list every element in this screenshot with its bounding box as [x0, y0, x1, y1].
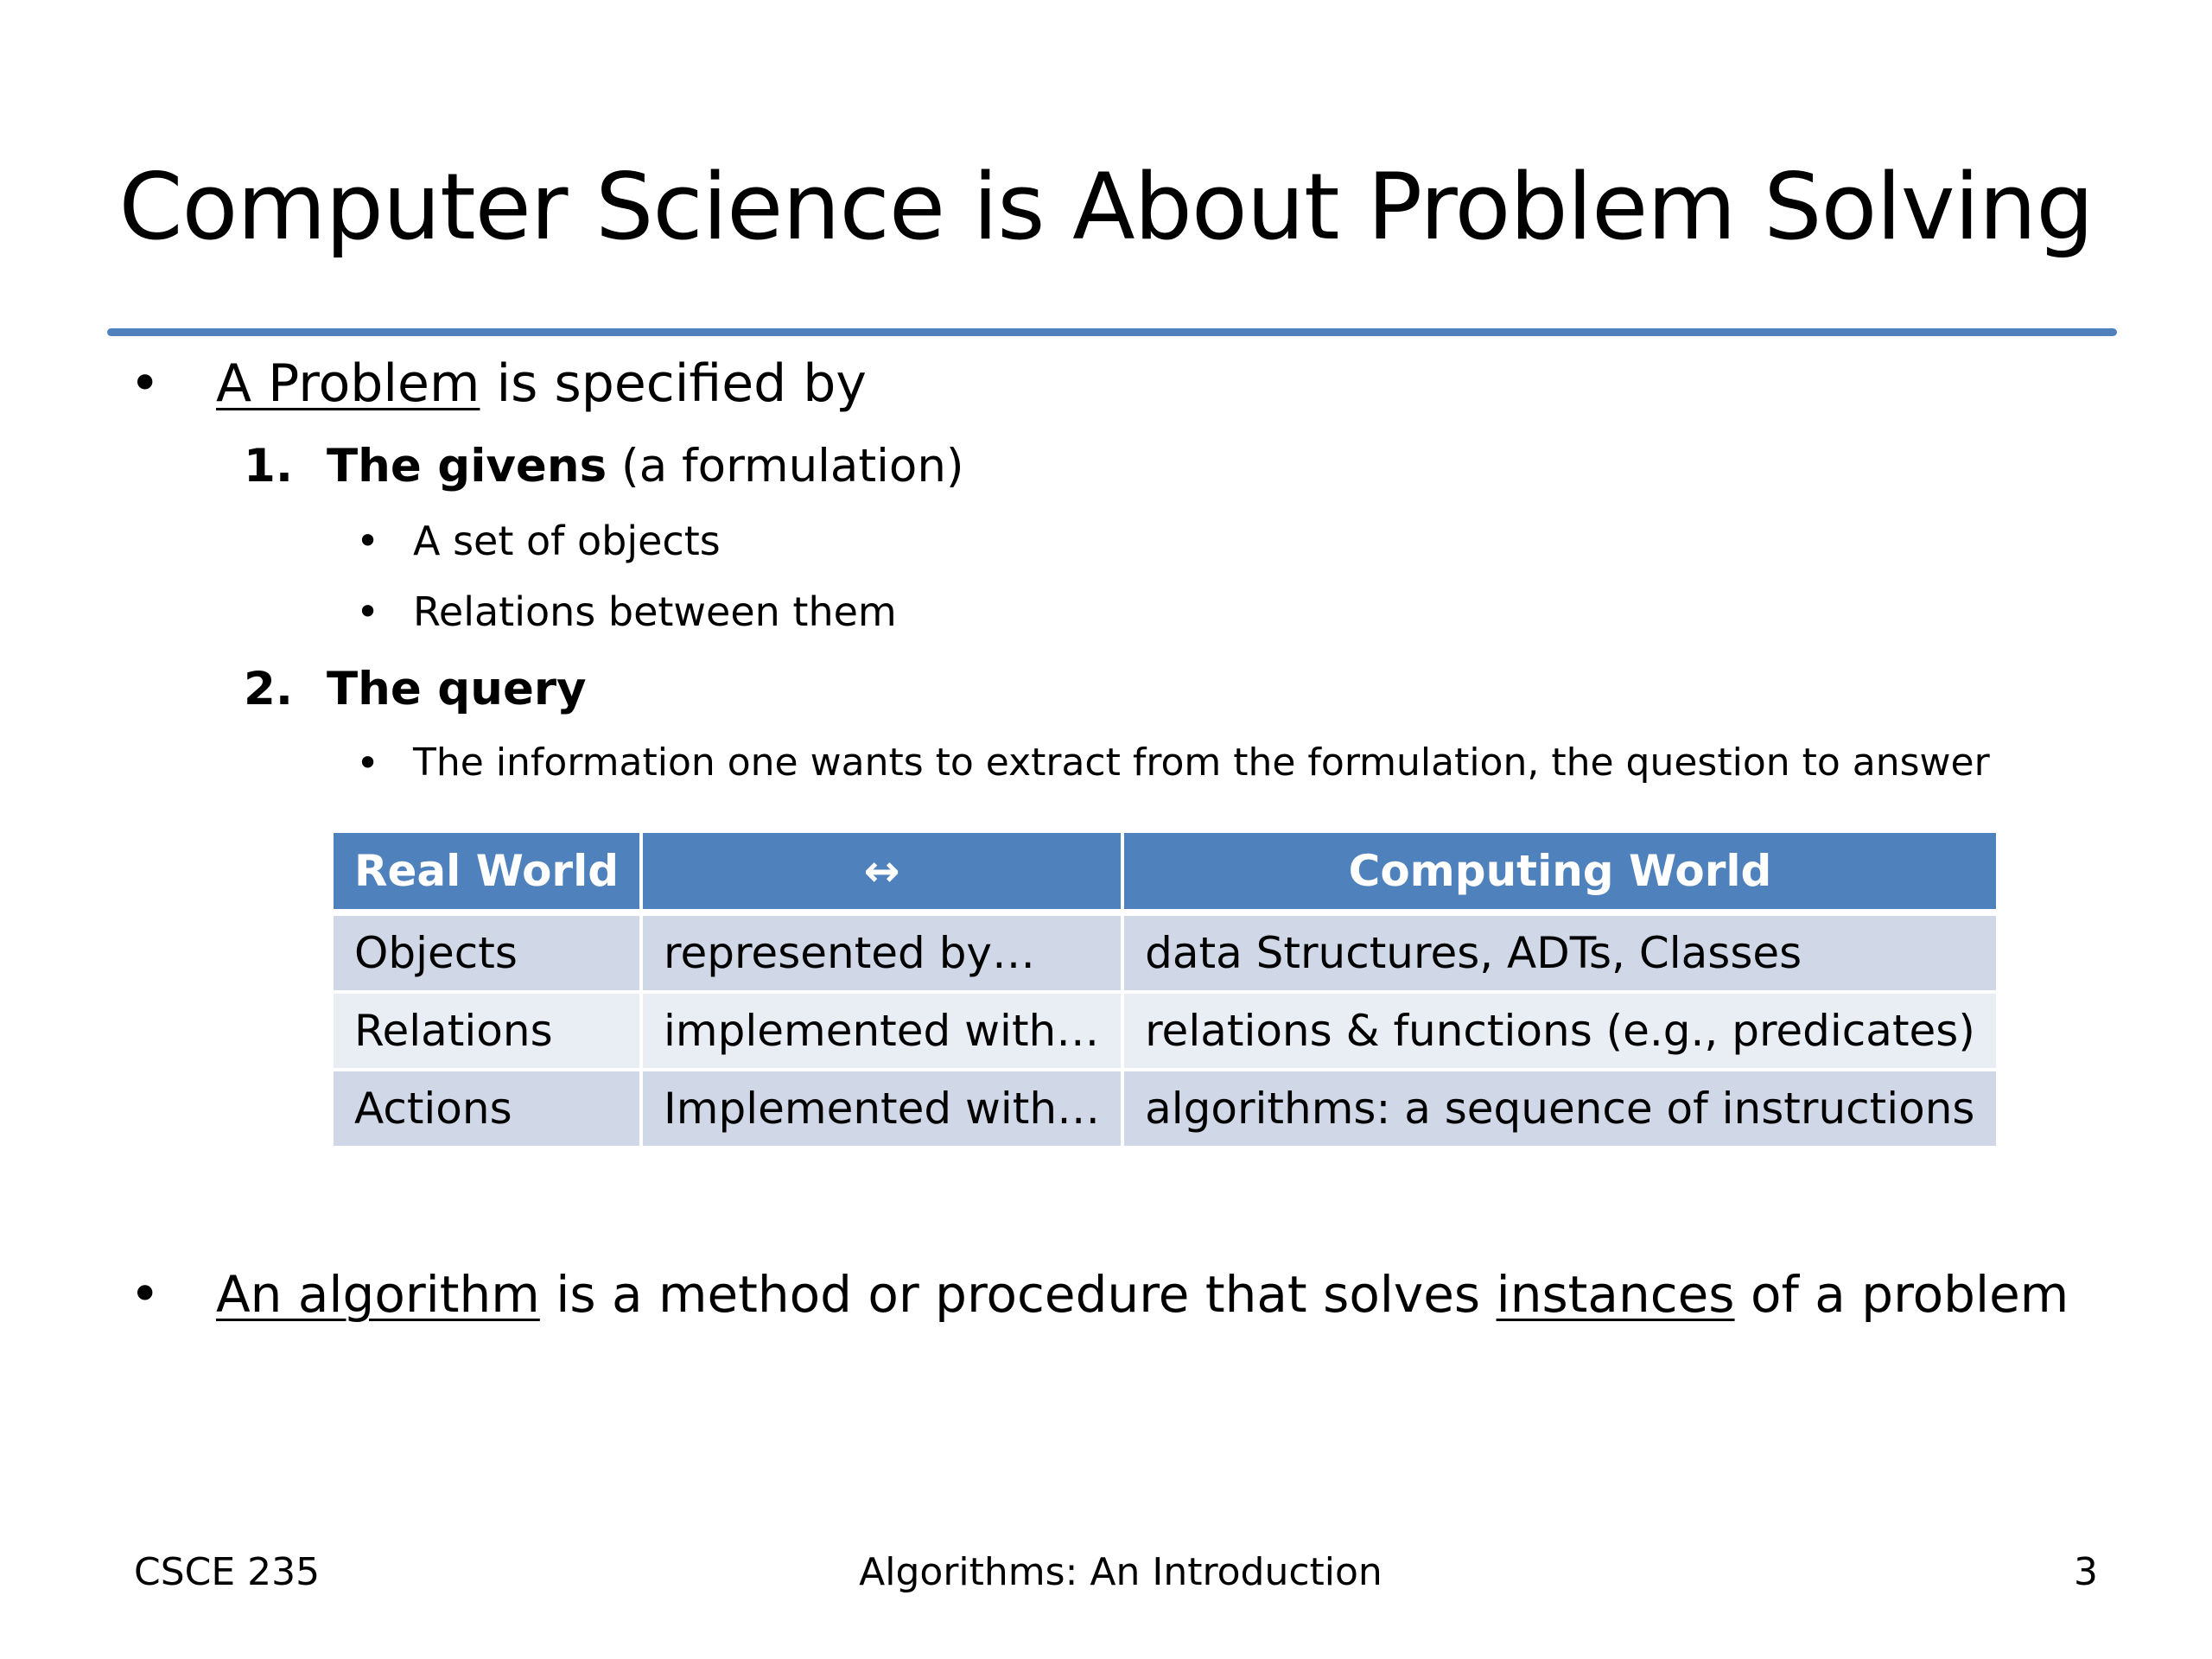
problem-rest: is specified by: [480, 353, 867, 414]
bullet-icon: •: [356, 588, 380, 635]
givens-note: (a formulation): [607, 440, 964, 493]
bullet-icon: •: [356, 518, 380, 564]
table-header-row: [334, 833, 1996, 912]
bullet-icon: •: [130, 1264, 161, 1325]
list-number: 2.: [244, 663, 294, 715]
algorithm-bullet: [216, 1260, 2069, 1329]
givens-label: The givens: [327, 440, 607, 493]
bullet-icon: •: [130, 353, 161, 414]
column-header-computing-world: Computing World: [1122, 833, 1996, 912]
table-row: [334, 912, 1996, 992]
column-header-arrow: ↔: [641, 833, 1122, 912]
footer-page-number: 3: [2074, 1550, 2098, 1594]
instances-term: instances: [1496, 1265, 1735, 1324]
list-subitem: The information one wants to extract from the formulation, the question to answer: [413, 741, 1990, 785]
footer-topic: Algorithms: An Introduction: [859, 1550, 1382, 1594]
table-cell: implemented with…: [641, 992, 1122, 1070]
bullet-icon: •: [356, 740, 380, 786]
list-item-givens: [244, 436, 964, 497]
footer-course: CSCE 235: [134, 1550, 321, 1594]
problem-bullet: [216, 349, 867, 418]
table-cell: Objects: [334, 912, 641, 992]
slide-title: Computer Science is About Problem Solving: [118, 154, 2094, 260]
list-subitem: A set of objects: [413, 518, 721, 564]
query-label: The query: [327, 663, 587, 715]
table-row: [334, 1070, 1996, 1147]
table-row: [334, 992, 1996, 1070]
problem-term: A Problem: [216, 353, 480, 414]
table-cell: algorithms: a sequence of instructions: [1122, 1070, 1996, 1147]
table-cell: Actions: [334, 1070, 641, 1147]
list-number: 1.: [244, 440, 294, 493]
table-cell: Relations: [334, 992, 641, 1070]
algorithm-middle: is a method or procedure that solves: [539, 1265, 1497, 1324]
table-cell: relations & functions (e.g., predicates): [1122, 992, 1996, 1070]
table-cell: represented by…: [641, 912, 1122, 992]
table-cell: data Structures, ADTs, Classes: [1122, 912, 1996, 992]
list-subitem: Relations between them: [413, 588, 897, 635]
title-divider: [107, 328, 2117, 336]
mapping-table: [334, 833, 1996, 1149]
list-item-query: [244, 659, 587, 720]
column-header-real-world: Real World: [334, 833, 641, 912]
algorithm-end: of a problem: [1734, 1265, 2069, 1324]
table-cell: Implemented with…: [641, 1070, 1122, 1147]
algorithm-term: An algorithm: [216, 1265, 540, 1324]
